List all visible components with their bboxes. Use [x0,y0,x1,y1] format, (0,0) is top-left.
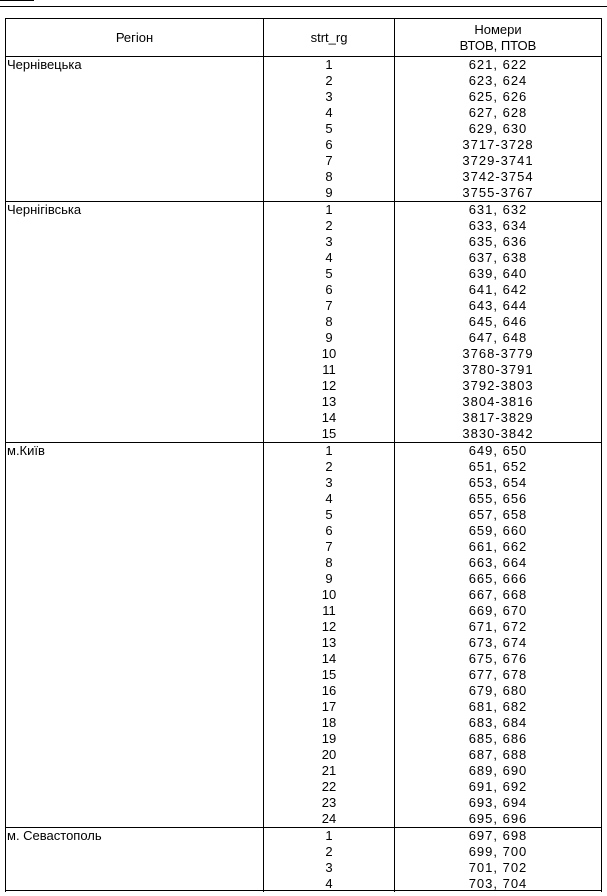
strt-rg-value: 14 [321,651,337,666]
strt-rg-value: 1 [325,828,333,843]
strt-rg-value: 10 [321,587,337,602]
strt-rg-value: 1 [325,443,333,458]
strt-rg-cell [264,57,395,202]
numbers-value: 667, 668 [468,587,528,602]
strt-rg-value: 9 [325,330,333,345]
strt-rg-value: 16 [321,683,337,698]
strt-rg-cell [264,443,395,828]
numbers-value: 641, 642 [468,282,528,297]
numbers-cell [395,202,602,443]
strt-rg-value: 2 [325,844,333,859]
numbers-value: 693, 694 [468,795,528,810]
strt-rg-value: 13 [321,635,337,650]
strt-rg-value: 4 [325,876,333,891]
numbers-value: 643, 644 [468,298,528,313]
numbers-value: 669, 670 [468,603,528,618]
numbers-value: 627, 628 [468,105,528,120]
strt-rg-value: 24 [321,811,337,826]
strt-rg-value: 18 [321,715,337,730]
numbers-value: 635, 636 [468,234,528,249]
strt-rg-cell [264,202,395,443]
numbers-value: 637, 638 [468,250,528,265]
strt-rg-value: 12 [321,619,337,634]
strt-rg-value: 4 [325,250,333,265]
strt-rg-value: 13 [321,394,337,409]
strt-rg-value: 14 [321,410,337,425]
numbers-value: 633, 634 [468,218,528,233]
strt-rg-value: 2 [325,459,333,474]
strt-rg-value: 8 [325,314,333,329]
strt-rg-value: 10 [321,346,337,361]
strt-rg-value: 20 [321,747,337,762]
strt-rg-value: 11 [322,603,336,618]
numbers-value: 695, 696 [468,811,528,826]
numbers-value: 675, 676 [468,651,528,666]
numbers-value: 3755-3767 [462,185,534,200]
region-name: м. Севастополь [6,828,264,893]
numbers-value: 3817-3829 [462,410,534,425]
strt-rg-value: 15 [321,426,337,441]
numbers-value: 661, 662 [468,539,528,554]
strt-rg-value: 17 [321,699,337,714]
region-group-row [6,57,602,202]
numbers-value: 673, 674 [468,635,528,650]
strt-rg-value: 5 [325,507,333,522]
numbers-value: 647, 648 [468,330,528,345]
region-numbers-table [5,18,602,892]
numbers-value: 655, 656 [468,491,528,506]
numbers-value: 3768-3779 [462,346,534,361]
numbers-value: 679, 680 [468,683,528,698]
numbers-value: 657, 658 [468,507,528,522]
numbers-value: 3830-3842 [462,426,534,441]
numbers-value: 623, 624 [468,73,528,88]
strt-rg-value: 6 [325,523,333,538]
numbers-value: 625, 626 [468,89,528,104]
numbers-value: 687, 688 [468,747,528,762]
numbers-value: 3804-3816 [462,394,534,409]
numbers-value: 697, 698 [468,828,528,843]
strt-rg-value: 3 [325,860,333,875]
strt-rg-value: 8 [325,555,333,570]
strt-rg-cell [264,828,395,893]
strt-rg-value: 5 [325,266,333,281]
numbers-value: 3780-3791 [462,362,534,377]
strt-rg-value: 12 [321,378,337,393]
numbers-value: 689, 690 [468,763,528,778]
header-numbers-line1: Номери [474,21,522,37]
numbers-value: 645, 646 [468,314,528,329]
header-numbers [395,19,602,57]
strt-rg-value: 19 [321,731,337,746]
strt-rg-value: 5 [325,121,333,136]
strt-rg-value: 23 [321,795,337,810]
strt-rg-value: 2 [325,73,333,88]
numbers-value: 649, 650 [468,443,528,458]
numbers-value: 663, 664 [468,555,528,570]
region-group-row [6,828,602,893]
numbers-value: 685, 686 [468,731,528,746]
strt-rg-value: 1 [325,202,333,217]
numbers-value: 665, 666 [468,571,528,586]
strt-rg-value: 1 [325,57,333,72]
strt-rg-value: 8 [325,169,333,184]
numbers-value: 629, 630 [468,121,528,136]
region-group-row [6,443,602,828]
strt-rg-value: 9 [325,571,333,586]
numbers-value: 691, 692 [468,779,528,794]
strt-rg-value: 2 [325,218,333,233]
strt-rg-value: 4 [325,105,333,120]
table-bottom-rule [5,890,601,891]
region-name: м.Київ [6,443,264,828]
strt-rg-value: 3 [325,234,333,249]
header-region: Регіон [6,19,264,57]
strt-rg-value: 6 [325,282,333,297]
page-top-rule [0,6,607,7]
numbers-cell [395,57,602,202]
numbers-value: 3792-3803 [462,378,534,393]
numbers-value: 683, 684 [468,715,528,730]
strt-rg-value: 3 [325,89,333,104]
region-name: Чернівецька [6,57,264,202]
strt-rg-value: 22 [321,779,337,794]
page-corner-mark [0,0,34,4]
numbers-value: 653, 654 [468,475,528,490]
numbers-value: 701, 702 [468,860,528,875]
numbers-cell [395,828,602,893]
numbers-value: 3729-3741 [462,153,534,168]
numbers-value: 621, 622 [468,57,528,72]
strt-rg-value: 7 [325,153,333,168]
numbers-value: 671, 672 [468,619,528,634]
strt-rg-value: 21 [321,763,337,778]
strt-rg-value: 7 [325,539,333,554]
numbers-value: 3742-3754 [462,169,534,184]
numbers-value: 3717-3728 [462,137,534,152]
strt-rg-value: 15 [321,667,337,682]
numbers-value: 651, 652 [468,459,528,474]
numbers-cell [395,443,602,828]
strt-rg-value: 11 [322,362,336,377]
numbers-value: 639, 640 [468,266,528,281]
header-strt-rg: strt_rg [264,19,395,57]
strt-rg-value: 3 [325,475,333,490]
numbers-value: 699, 700 [468,844,528,859]
strt-rg-value: 4 [325,491,333,506]
strt-rg-value: 7 [325,298,333,313]
strt-rg-value: 9 [325,185,333,200]
header-numbers-line2: ВТОВ, ПТОВ [459,37,537,53]
numbers-value: 659, 660 [468,523,528,538]
strt-rg-value: 6 [325,137,333,152]
numbers-value: 631, 632 [468,202,528,217]
table-header-row [6,19,602,57]
region-group-row [6,202,602,443]
numbers-value: 681, 682 [468,699,528,714]
region-name: Чернігівська [6,202,264,443]
numbers-value: 703, 704 [468,876,528,891]
numbers-value: 677, 678 [468,667,528,682]
